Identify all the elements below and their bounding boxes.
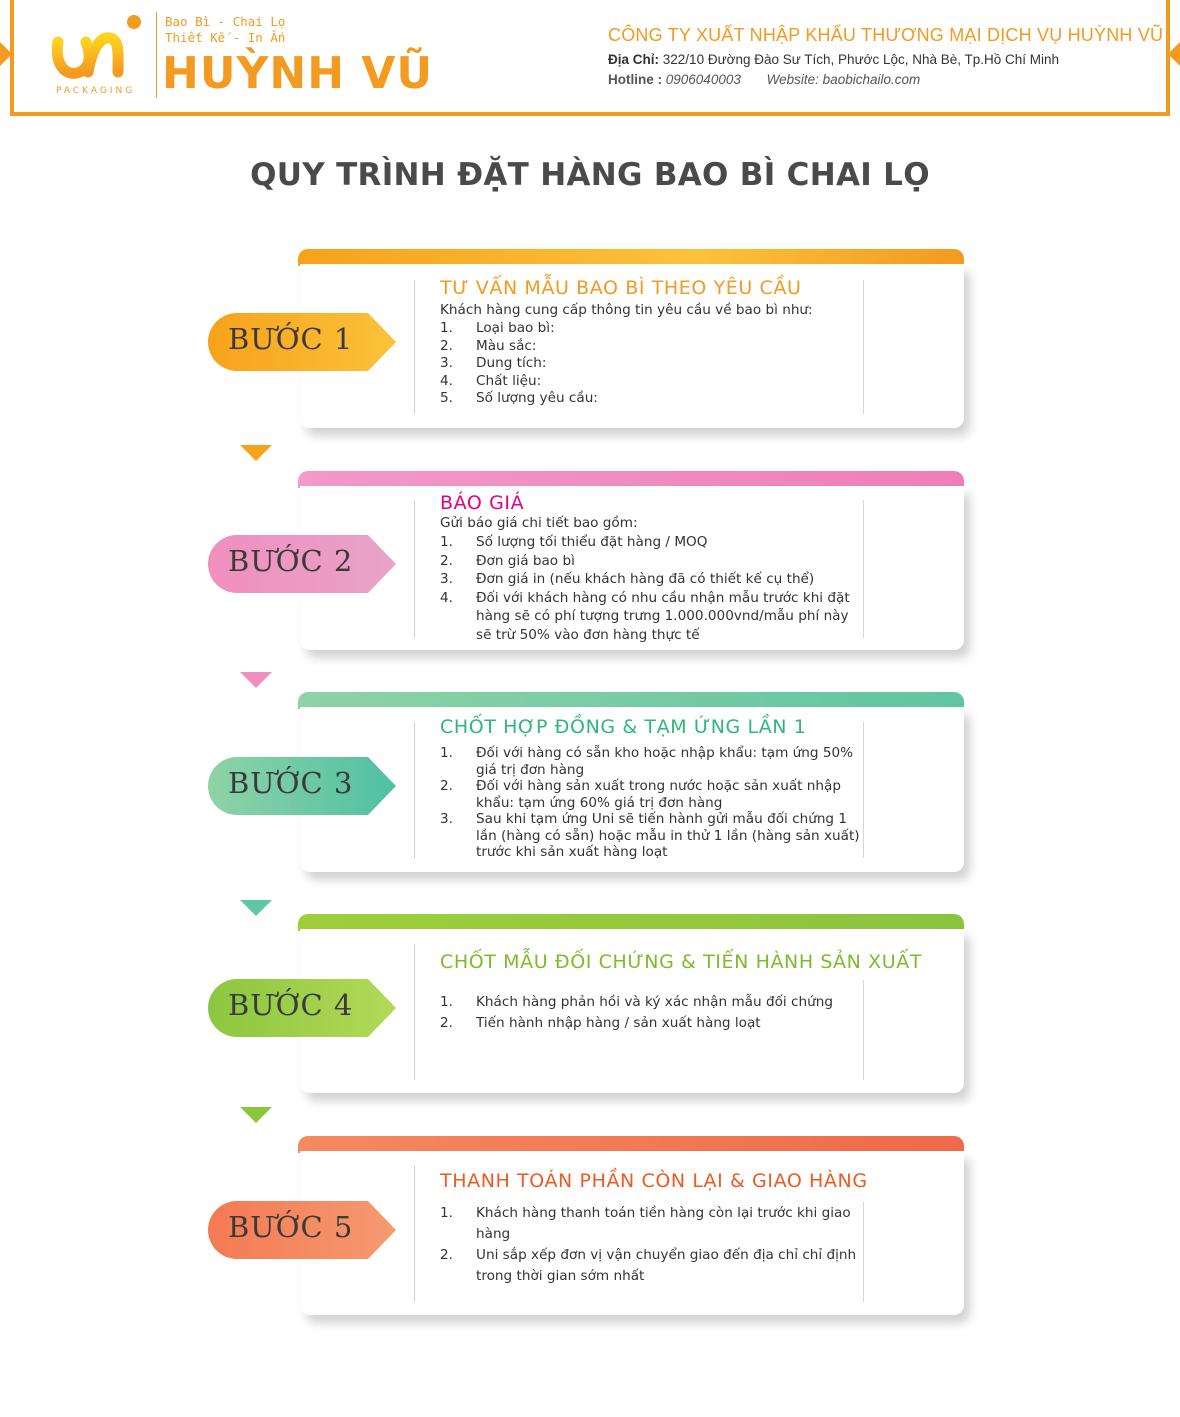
list-number: 3. — [440, 571, 453, 587]
list-number: 1. — [440, 534, 453, 550]
step-1-badge-label-wrap — [208, 313, 396, 371]
list-number: 1. — [440, 745, 453, 761]
list-item — [440, 373, 860, 391]
list-text: Dung tích: — [476, 355, 547, 371]
list-item — [440, 1245, 860, 1287]
step-5-badge-label: BƯỚC 5 — [228, 1210, 354, 1244]
website-link[interactable]: baobichailo.com — [822, 72, 921, 87]
list-text: Đối với hàng có sẵn kho hoặc nhập khẩu: tạm ứng 50% giá trị đơn hàng — [476, 745, 854, 778]
list-text: Số lượng tối thiểu đặt hàng / MOQ — [476, 534, 708, 550]
step-2-down-arrow-icon — [240, 672, 272, 688]
step-4-badge-label: BƯỚC 4 — [228, 988, 354, 1022]
list-item — [440, 811, 860, 861]
address-value: 322/10 Đường Đào Sư Tích, Phước Lộc, Nhà Bè, Tp.Hồ Chí Minh — [662, 52, 1060, 67]
step-3-title: CHỐT HỢP ĐỒNG & TẠM ỨNG LẦN 1 — [440, 716, 807, 738]
list-number: 4. — [440, 372, 453, 389]
list-text: Màu sắc: — [476, 337, 537, 354]
list-item — [440, 589, 860, 645]
step-5-list — [440, 1203, 860, 1287]
step-3-list — [440, 745, 860, 861]
step-3-divider-right — [863, 722, 864, 858]
step-5-title: THANH TOÁN PHẦN CÒN LẠI & GIAO HÀNG — [440, 1170, 868, 1192]
step-3-down-arrow-icon — [240, 900, 272, 916]
list-number: 1. — [440, 994, 453, 1010]
contact-line — [608, 72, 920, 87]
address-line — [608, 52, 1059, 67]
list-item — [440, 552, 860, 571]
list-text: Uni sắp xếp đơn vị vận chuyển giao đến địa chỉ chỉ định trong thời gian sớm nhất — [476, 1247, 857, 1284]
page-title: QUY TRÌNH ĐẶT HÀNG BAO BÌ CHAI LỌ — [250, 157, 930, 193]
list-text: Khách hàng phản hồi và ký xác nhận mẫu đối chứng — [476, 994, 833, 1010]
list-number: 3. — [440, 811, 453, 827]
step-5-badge-label-wrap — [208, 1201, 396, 1259]
step-3-badge-label: BƯỚC 3 — [228, 766, 354, 800]
list-text: Khách hàng thanh toán tiền hàng còn lại trước khi giao hàng — [476, 1205, 851, 1242]
list-item — [440, 338, 860, 356]
list-number: 2. — [440, 337, 453, 354]
step-2-badge-label-wrap — [208, 535, 396, 593]
page-header — [0, 0, 1180, 116]
list-text: Số lượng yêu cầu: — [476, 390, 598, 406]
step-2-divider-right — [863, 500, 864, 638]
list-item — [440, 320, 860, 338]
step-3-badge-label-wrap — [208, 757, 396, 815]
step-5-divider-right — [863, 1202, 864, 1302]
list-text: Đối với khách hàng có nhu cầu nhận mẫu trước khi đặt hàng sẽ có phí tượng trưng 1.000.000vnd/mẫu phí này sẽ trừ 50% vào đơn hàng thực tế — [476, 589, 850, 643]
list-number: 1. — [440, 320, 453, 336]
step-2-list — [440, 533, 860, 644]
list-number: 2. — [440, 552, 453, 569]
step-1-badge-label: BƯỚC 1 — [228, 322, 354, 356]
list-number: 5. — [440, 390, 453, 406]
list-item — [440, 570, 860, 589]
list-item — [440, 778, 860, 811]
step-1-desc: Khách hàng cung cấp thông tin yêu cầu về bao bì như: — [440, 302, 813, 318]
website-label: Website: — [766, 72, 819, 87]
hotline-value[interactable]: 0906040003 — [665, 72, 741, 87]
list-item — [440, 355, 860, 373]
list-text: Đối với hàng sản xuất trong nước hoặc sản xuất nhập khẩu: tạm ứng 60% giá trị đơn hàng — [476, 778, 841, 811]
step-5-divider — [414, 1166, 415, 1302]
brand-name: HUỲNH VŨ — [162, 48, 434, 99]
list-text: Loại bao bì: — [476, 320, 555, 336]
step-4-divider-right — [863, 980, 864, 1080]
list-item — [440, 390, 860, 408]
logo-divider — [156, 12, 157, 98]
tagline-1: Bao Bì - Chai Lọ — [165, 14, 286, 29]
list-item — [440, 533, 860, 552]
company-name: CÔNG TY XUẤT NHẬP KHẨU THƯƠNG MẠI DỊCH VỤ HUỲNH VŨ — [608, 25, 1164, 45]
address-label: Địa Chỉ: — [608, 52, 660, 67]
step-2-divider — [414, 500, 415, 638]
list-text: Đơn giá in (nếu khách hàng đã có thiết kế cụ thể) — [476, 571, 815, 587]
list-number: 2. — [440, 1247, 453, 1263]
step-1-list — [440, 320, 860, 408]
list-item — [440, 992, 860, 1013]
step-4-down-arrow-icon — [240, 1107, 272, 1123]
step-2-desc: Gửi báo giá chi tiết bao gồm: — [440, 515, 638, 531]
header-notch-left — [0, 42, 12, 66]
list-text: Tiến hành nhập hàng / sản xuất hàng loạt — [476, 1015, 761, 1031]
list-item — [440, 1203, 860, 1245]
list-text: Sau khi tạm ứng Uni sẽ tiến hành gửi mẫu đối chứng 1 lần (hàng có sẵn) hoặc mẫu in thử 1 lần (hàng sản xuất) trước khi sản xuất hàng loạt — [476, 811, 860, 860]
header-notch-right — [1168, 42, 1180, 66]
step-1-divider-right — [863, 280, 864, 414]
list-text: Đơn giá bao bì — [476, 552, 575, 569]
step-4-divider — [414, 944, 415, 1080]
list-number: 4. — [440, 589, 453, 606]
step-1-divider — [414, 280, 415, 414]
step-2-badge-label: BƯỚC 2 — [228, 544, 354, 578]
uni-logo-icon — [52, 12, 144, 82]
step-3-divider — [414, 722, 415, 858]
list-item — [440, 1013, 860, 1034]
list-number: 1. — [440, 1205, 453, 1221]
list-text: Chất liệu: — [476, 372, 542, 389]
step-4-badge-label-wrap — [208, 979, 396, 1037]
step-4-list — [440, 992, 860, 1034]
list-item — [440, 745, 860, 778]
hotline-label: Hotline : — [608, 72, 662, 87]
step-4-title: CHỐT MẪU ĐỐI CHỨNG & TIẾN HÀNH SẢN XUẤT — [440, 951, 923, 973]
step-1-down-arrow-icon — [240, 445, 272, 461]
list-number: 2. — [440, 1015, 453, 1031]
tagline-2: Thiết Kế - In Ấn — [165, 30, 286, 45]
step-2-title: BÁO GIÁ — [440, 492, 525, 514]
list-number: 3. — [440, 355, 453, 371]
step-1-title: TƯ VẤN MẪU BAO BÌ THEO YÊU CẦU — [440, 277, 802, 299]
list-number: 2. — [440, 778, 453, 794]
logo-subtitle: PACKAGING — [56, 86, 136, 96]
